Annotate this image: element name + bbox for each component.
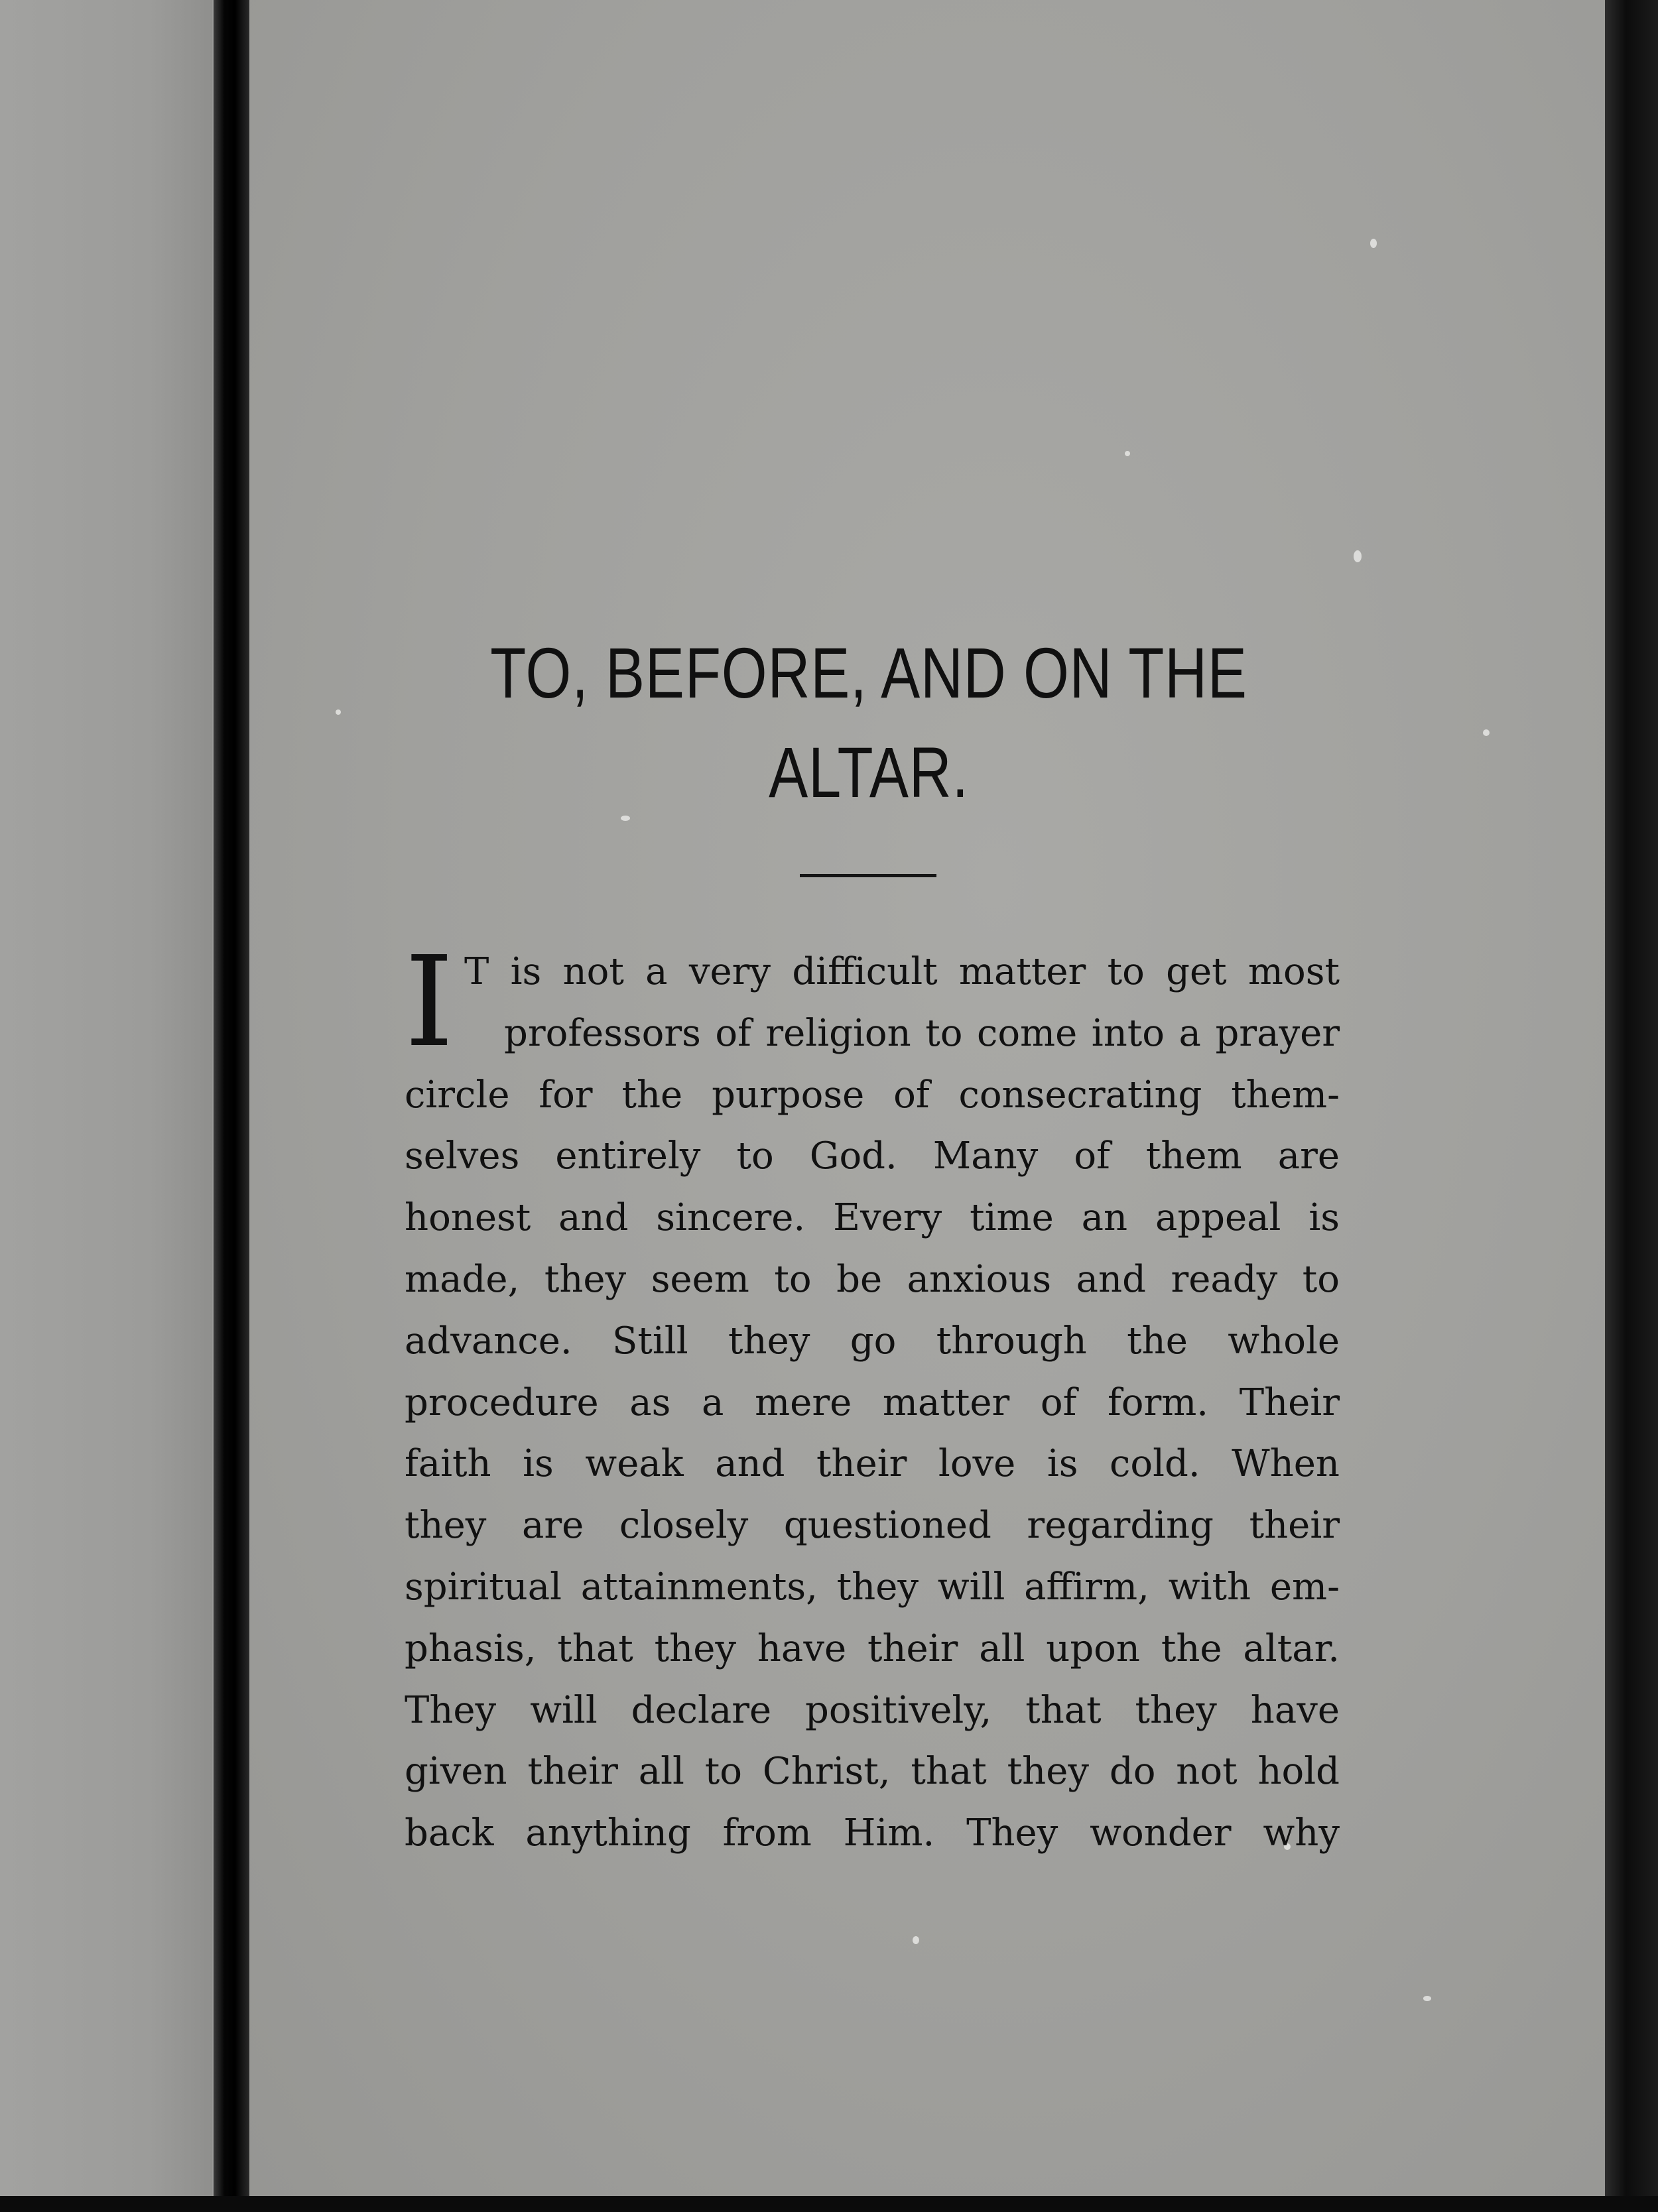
text-line: honest and sincere. Every time an appeal is [405, 1196, 1340, 1240]
dust-speck [1354, 550, 1362, 562]
text-line: selves entirely to God. Many of them are [405, 1135, 1340, 1178]
scan-edge-right [1605, 0, 1658, 2212]
chapter-title-line-2: ALTAR. [769, 732, 969, 812]
text-line: phasis, that they have their all upon the altar. [405, 1627, 1340, 1670]
dust-speck [1125, 451, 1130, 456]
text-line: made, they seem to be anxious and ready to [405, 1257, 1340, 1301]
text-line: advance. Still they go through the whole [405, 1319, 1340, 1363]
text-line: circle for the purpose of consecrating them- [405, 1073, 1340, 1117]
text-line: given their all to Christ, that they do not hold [405, 1750, 1340, 1794]
chapter-title-line-1: TO, BEFORE, AND ON THE [490, 633, 1247, 713]
body-paragraph [405, 930, 1340, 1865]
dust-speck [1423, 1996, 1431, 2001]
text-line: faith is weak and their love is cold. When [405, 1442, 1340, 1486]
text-line: they are closely questioned regarding their [405, 1504, 1340, 1548]
text-line: They will declare positively, that they have [405, 1688, 1340, 1732]
dust-speck [913, 1936, 919, 1944]
text-line: procedure as a mere matter of form. Their [405, 1381, 1340, 1424]
drop-cap: I [405, 930, 454, 1075]
book-gutter [214, 0, 249, 2212]
dust-speck [1370, 239, 1377, 248]
text-line: T is not a very difficult matter to get most [464, 950, 1340, 993]
dust-speck [336, 709, 341, 715]
text-line: back anything from Him. They wonder why [405, 1812, 1340, 1855]
text-line: spiritual attainments, they will affirm, with em- [405, 1565, 1340, 1609]
facing-page-margin [0, 0, 212, 2212]
chapter-title [461, 623, 1277, 822]
text-line: professors of religion to come into a prayer [504, 1011, 1340, 1055]
dust-speck [1483, 729, 1490, 736]
title-divider-rule [800, 874, 936, 877]
scan-edge-bottom [0, 2196, 1658, 2212]
